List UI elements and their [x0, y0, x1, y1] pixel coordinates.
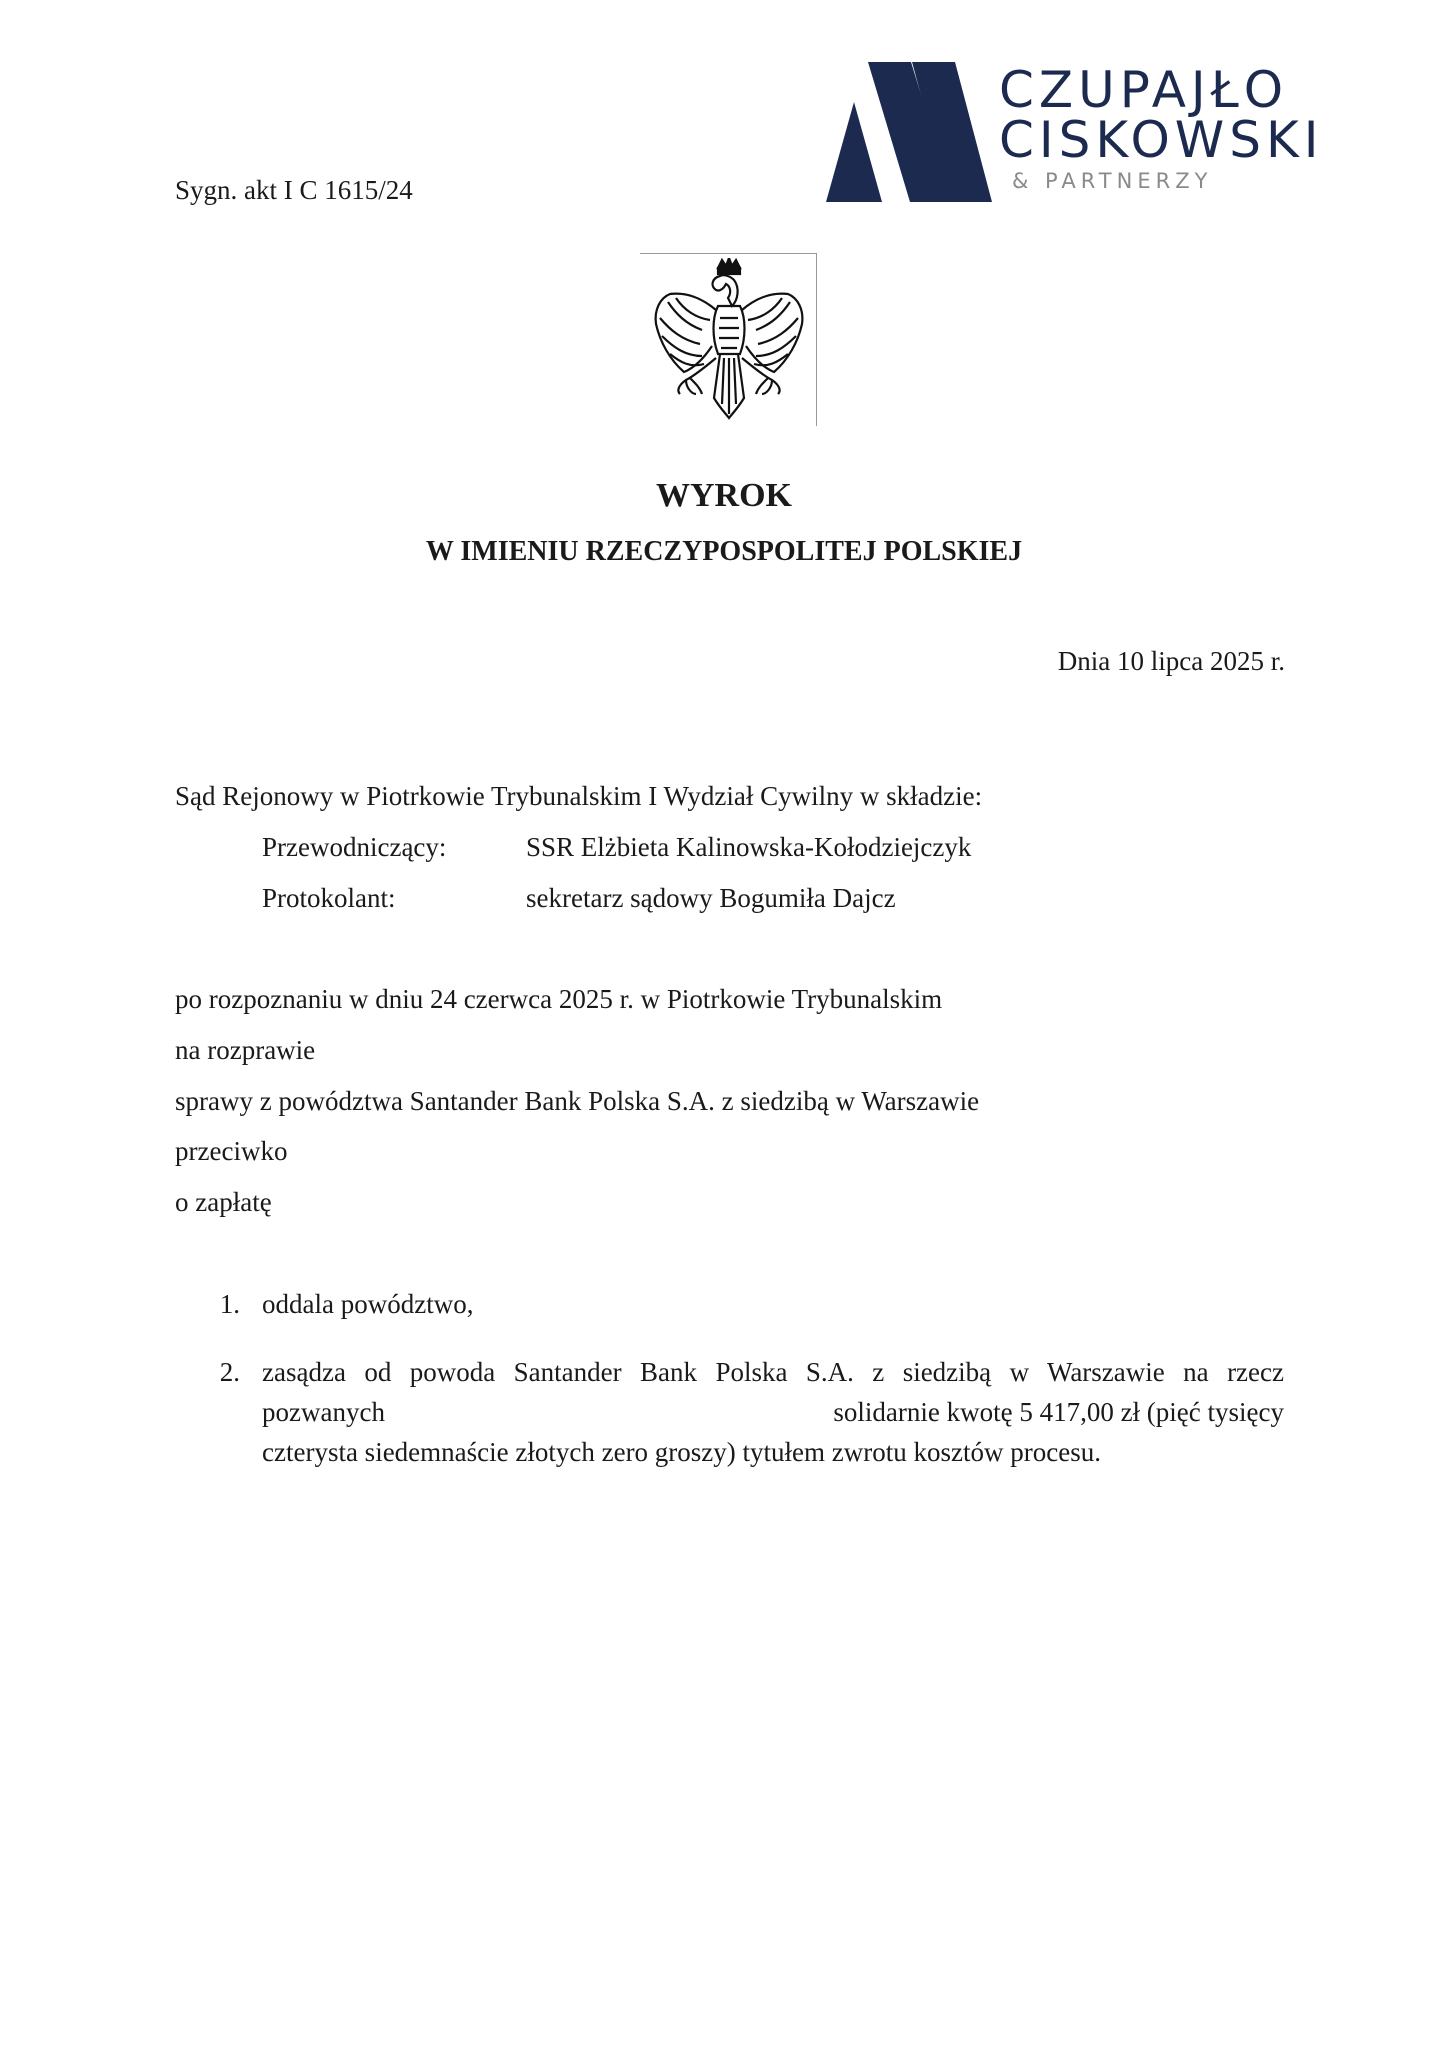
law-firm-logo [826, 60, 1346, 210]
proceedings-line: przeciwko [175, 1136, 288, 1166]
ruling-text: oddala powództwo, [262, 1289, 474, 1319]
ruling-number: 1. [219, 1289, 240, 1319]
member-name: sekretarz sądowy Bogumiła Dajcz [526, 883, 896, 913]
document-subtitle: W IMIENIU RZECZYPOSPOLITEJ POLSKIEJ [425, 536, 1023, 567]
case-signature: Sygn. akt I C 1615/24 [175, 175, 413, 205]
member-name: SSR Elżbieta Kalinowska-Kołodziejczyk [526, 832, 972, 862]
court-intro: Sąd Rejonowy w Piotrkowie Trybunalskim I Wydział Cywilny w składzie: [175, 781, 983, 811]
logo-mark-icon [826, 60, 996, 210]
member-role: Protokolant: [262, 883, 396, 913]
ruling-number: 2. [219, 1357, 240, 1387]
logo-text-line3: & PARTNERZY [1012, 169, 1213, 193]
proceedings-line: sprawy z powództwa Santander Bank Polska S.A. z siedzibą w Warszawie [175, 1086, 980, 1116]
logo-text-line2: CISKOWSKI [999, 111, 1324, 169]
ruling-line: czterysta siedemnaście złotych zero groszy) tytułem zwrotu kosztów procesu. [262, 1437, 1101, 1467]
ruling-line-part: pozwanych [262, 1397, 385, 1427]
judgment-date: Dnia 10 lipca 2025 r. [1057, 646, 1285, 676]
polish-eagle-icon [646, 258, 812, 424]
document-title: WYROK [656, 477, 792, 514]
logo-text-line1: CZUPAJŁO [999, 61, 1289, 119]
ruling-line-2 [262, 1392, 1284, 1432]
emblem-frame [640, 253, 817, 426]
ruling-text-block [262, 1352, 1284, 1472]
ruling-line: zasądza od powoda Santander Bank Polska S.A. z siedzibą w Warszawie na rzecz [262, 1357, 1284, 1387]
ruling-line-part: solidarnie kwotę 5 417,00 zł (pięć tysięcy [833, 1397, 1284, 1427]
proceedings-line: po rozpoznaniu w dniu 24 czerwca 2025 r. w Piotrkowie Trybunalskim [175, 984, 943, 1014]
proceedings-line: na rozprawie [175, 1035, 316, 1065]
proceedings-line: o zapłatę [175, 1187, 272, 1217]
member-role: Przewodniczący: [262, 832, 447, 862]
